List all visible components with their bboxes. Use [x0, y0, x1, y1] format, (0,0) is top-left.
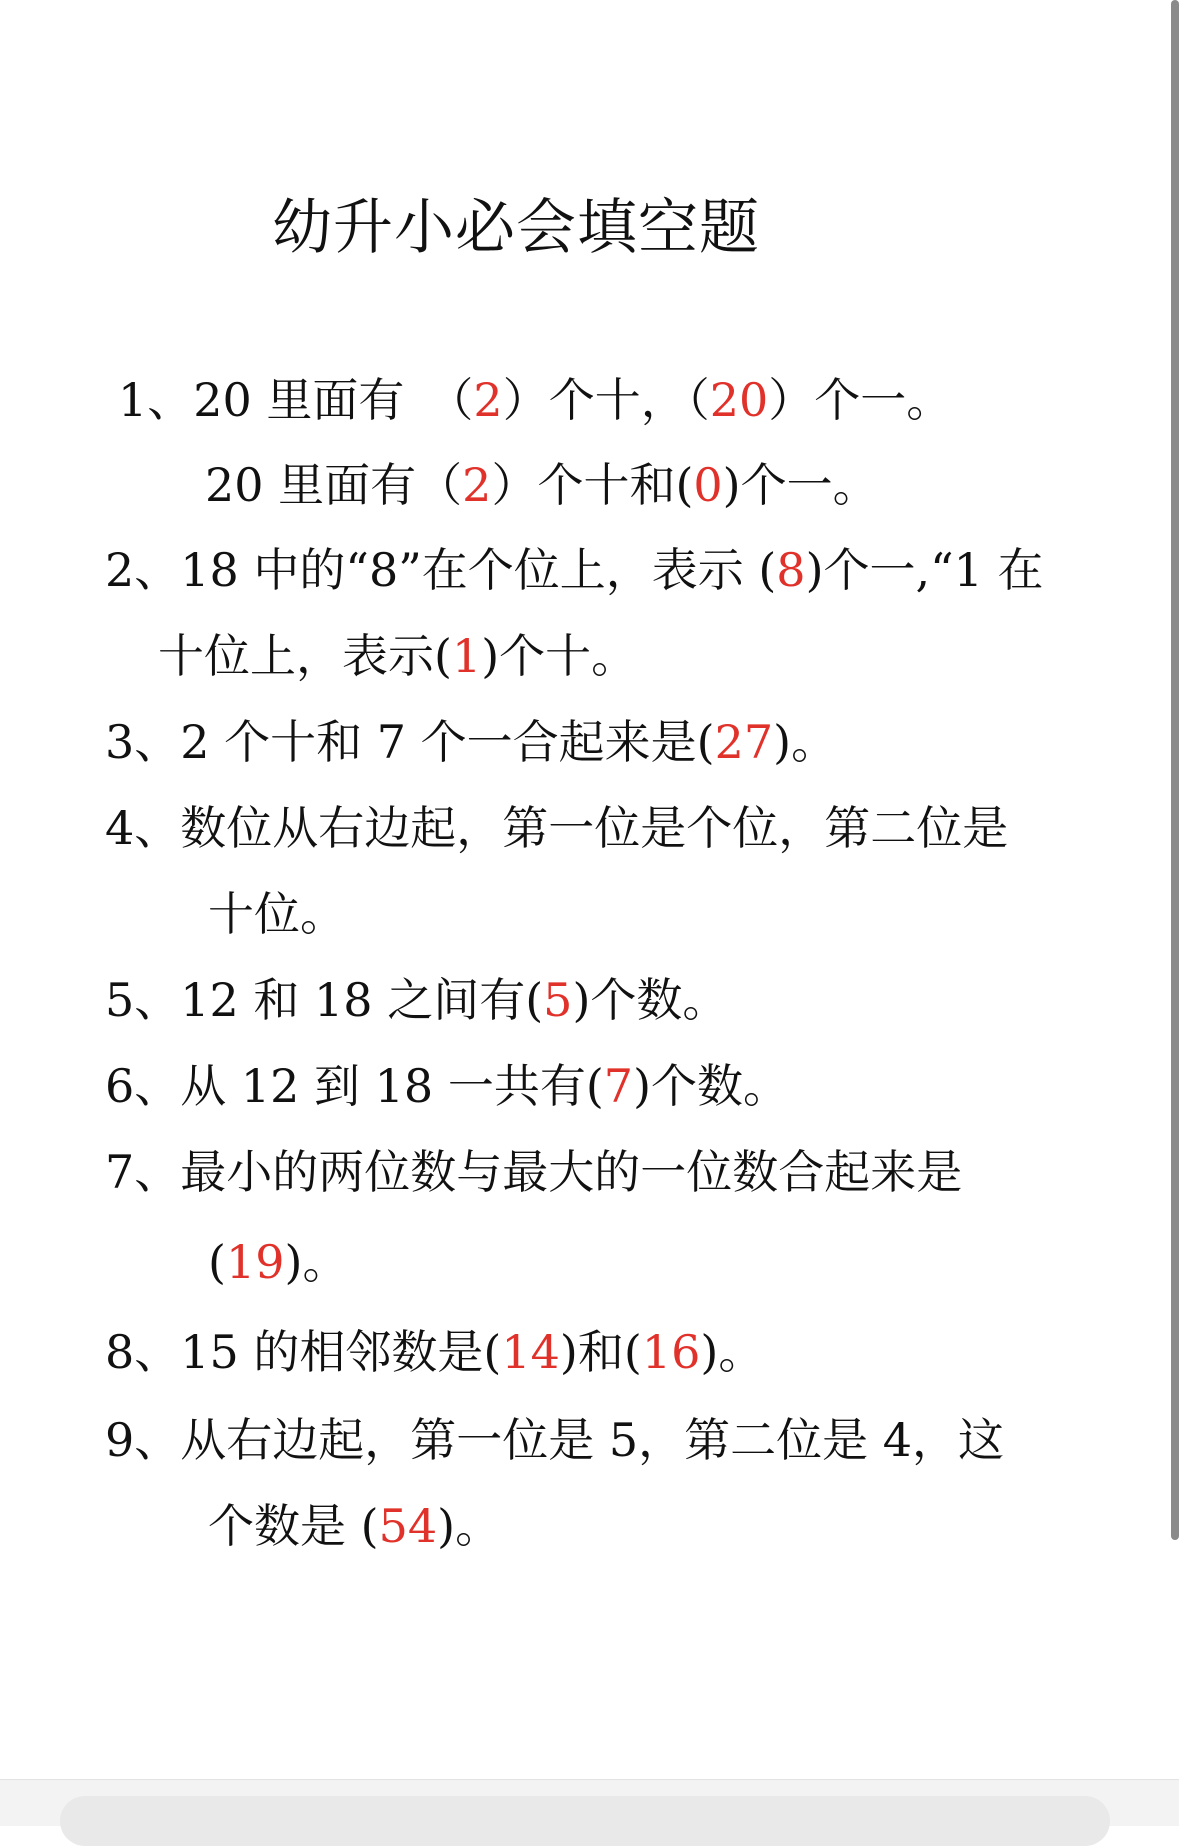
question-7-text: ( — [208, 1235, 226, 1289]
answer-blank: 8 — [776, 543, 806, 597]
page-title: 幼升小必会填空题 — [272, 193, 760, 263]
bottom-input-pill[interactable] — [60, 1796, 1110, 1846]
question-6-text: 6、从 12 到 18 一共有( — [105, 1059, 604, 1113]
answer-blank: 14 — [501, 1325, 560, 1379]
question-1-text: )个一。 — [722, 458, 879, 512]
answer-blank: 5 — [543, 973, 573, 1027]
question-7-line-2 — [208, 1232, 348, 1292]
question-1-text: ）个十，（ — [502, 373, 710, 427]
question-3-text: )。 — [773, 715, 838, 769]
question-4-line-1: 4、数位从右边起，第一位是个位，第二位是 — [105, 801, 1009, 855]
question-9-line-1: 9、从右边起，第一位是 5，第二位是 4，这 — [105, 1413, 1005, 1467]
question-8 — [105, 1322, 764, 1382]
question-3-text: 3、2 个十和 7 个一合起来是( — [105, 715, 715, 769]
question-7-line-1: 7、最小的两位数与最大的一位数合起来是 — [105, 1145, 963, 1199]
question-2-line-2 — [158, 626, 637, 686]
question-9-text: )。 — [437, 1499, 502, 1553]
question-3 — [105, 712, 837, 772]
question-6-text: )个数。 — [633, 1059, 790, 1113]
answer-blank: 54 — [378, 1499, 438, 1553]
answer-blank: 0 — [693, 458, 723, 512]
question-1-text: 1、20 里面有 （ — [118, 373, 474, 427]
question-2-text: )个十。 — [481, 629, 638, 683]
answer-blank: 27 — [714, 715, 774, 769]
question-2-text: 十位上，表示( — [158, 629, 452, 683]
answer-blank: 2 — [462, 458, 492, 512]
question-2-text: 2、18 中的“8”在个位上，表示 ( — [105, 543, 777, 597]
question-5-text: )个数。 — [572, 973, 729, 1027]
answer-blank: 7 — [603, 1059, 634, 1113]
question-1-text: ）个一。 — [768, 373, 953, 427]
question-6 — [105, 1056, 789, 1116]
question-8-text: )和( — [559, 1325, 642, 1379]
question-2-text: )个一,“1 在 — [805, 543, 1044, 597]
question-1-line-2 — [205, 455, 879, 515]
bottom-bar — [0, 1779, 1179, 1826]
question-5-text: 5、12 和 18 之间有( — [105, 973, 544, 1027]
answer-blank: 1 — [451, 629, 482, 683]
question-9-text: 个数是 ( — [208, 1499, 379, 1553]
question-1-text: 20 里面有（ — [205, 458, 463, 512]
question-1-text: ）个十和( — [491, 458, 694, 512]
question-7-text: )。 — [284, 1235, 349, 1289]
question-2-line-1 — [105, 540, 1044, 600]
answer-blank: 16 — [641, 1325, 701, 1379]
question-4-line-2: 十位。 — [208, 887, 346, 941]
question-8-text: 8、15 的相邻数是( — [105, 1325, 502, 1379]
question-9-line-2 — [208, 1496, 501, 1556]
vertical-scrollbar[interactable] — [1171, 0, 1179, 1540]
answer-blank: 19 — [225, 1235, 285, 1289]
question-5 — [105, 970, 728, 1030]
question-8-text: )。 — [700, 1325, 765, 1379]
answer-blank: 2 — [473, 373, 503, 427]
question-1-line-1 — [118, 370, 952, 430]
answer-blank: 20 — [709, 373, 769, 427]
